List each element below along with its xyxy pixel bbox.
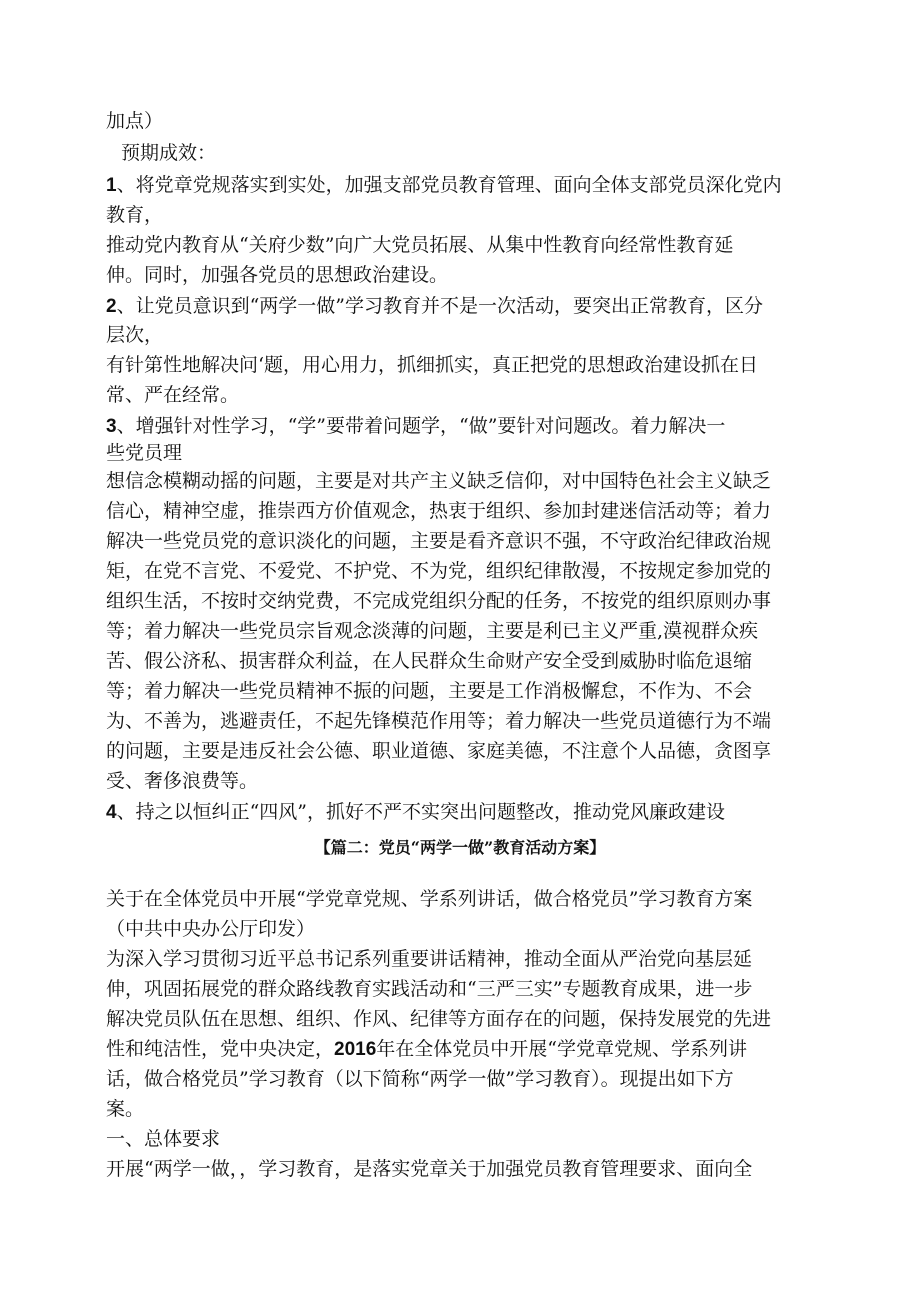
list-number: 4 bbox=[106, 802, 117, 823]
text-line: 教育， bbox=[106, 204, 164, 226]
text-run: 性和纯洁性，党中央决定， bbox=[106, 1038, 335, 1060]
text-line: 推动党内教育从“关府少数”向广大党员拓展、从集中性教育向经常性教育延 bbox=[106, 234, 734, 256]
text-line: （中共中央办公厅印发） bbox=[106, 918, 316, 940]
text-line: 苦、假公济私、损害群众利益，在人民群众生命财产安全受到威胁时临危退缩 bbox=[106, 650, 753, 672]
list-item-2 bbox=[106, 291, 763, 322]
list-number: 2 bbox=[106, 296, 117, 317]
text-line: 为、不善为，逃避责任，不起先锋模范作用等；着力解决一些党员道德行为不端 bbox=[106, 710, 772, 732]
text-line: 解决党员队伍在思想、组织、作风、纪律等方面存在的问题，保持发展党的先进 bbox=[106, 1008, 772, 1030]
text-run: 、将党章党规落实到实处，加强支部党员教育管理、面向全体支部党员深化党内 bbox=[116, 174, 782, 196]
list-number: 1 bbox=[106, 175, 117, 196]
text-line: 层次， bbox=[106, 324, 164, 346]
text-line: 有针第性地解决问‘题，用心用力，抓细抓实，真正把党的思想政治建设抓在日 bbox=[106, 354, 759, 376]
text-line: 想信念模糊动摇的问题，主要是对共产主义缺乏信仰，对中国特色社会主义缺乏 bbox=[106, 470, 772, 492]
text-line: 信心，精神空虚，推崇西方价值观念，热衷于组织、参加封建迷信活动等；着力 bbox=[106, 500, 772, 522]
text-line bbox=[106, 1034, 747, 1065]
list-number: 3 bbox=[106, 416, 117, 437]
text-line: 案。 bbox=[106, 1098, 145, 1120]
text-line: 关于在全体党员中开展“学党章党规、学系列讲话，做合格党员”学习教育方案 bbox=[106, 888, 753, 910]
text-line: 为深入学习贯彻习近平总书记系列重要讲话精神，推动全面从严治党向基层延 bbox=[106, 948, 753, 970]
text-line: 伸，巩固拓展党的群众路线教育实践活动和“三严三实”专题教育成果，进一步 bbox=[106, 978, 753, 1000]
text-line: 组织生活，不按时交纳党费，不完成党组织分配的任务，不按党的组织原则办事 bbox=[106, 590, 772, 612]
text-line: 加点） bbox=[106, 110, 164, 132]
text-run: 、增强针对性学习，“学”要带着问题学，“做”要针对问题改。着力解决一 bbox=[116, 415, 726, 437]
list-item-3 bbox=[106, 411, 725, 442]
text-run: 、让党员意识到“两学一做”学习教育并不是一次活动，要突出正常教育，区分 bbox=[116, 295, 764, 317]
text-line: 些党员理 bbox=[106, 442, 183, 464]
subsection-heading: 一、总体要求 bbox=[106, 1128, 221, 1150]
text-line: 等；着力解决一些党员精神不振的问题，主要是工作消极懈怠，不作为、不会 bbox=[106, 680, 753, 702]
text-line: 受、奢侈浪费等。 bbox=[106, 770, 259, 792]
text-line: 开展“两学一做，，学习教育，是落实党章关于加强党员教育管理要求、面向全 bbox=[106, 1158, 753, 1180]
text-line: 的问题，主要是违反社会公德、职业道德、家庭美德，不注意个人品德，贪图享 bbox=[106, 740, 772, 762]
text-line: 矩，在党不言党、不爱党、不护党、不为党，组织纪律散漫，不按规定参加党的 bbox=[106, 560, 772, 582]
list-item-1 bbox=[106, 170, 782, 201]
text-run: 、持之以恒纠正“四风”，抓好不严不实突出问题整改，推动党风廉政建设 bbox=[116, 801, 726, 823]
year-number: 2016 bbox=[334, 1039, 377, 1060]
text-line: 等；着力解决一些党员宗旨观念淡薄的问题，主要是利已主义严重,漠视群众疾 bbox=[106, 620, 759, 642]
text-run: 年在全体党员中开展“学党章党规、学系列讲 bbox=[376, 1038, 748, 1060]
section-heading: 【篇二：党员“两学一做”教育活动方案】 bbox=[314, 838, 606, 857]
text-line: 话，做合格党员”学习教育（以下简称“两学一做”学习教育）。现提出如下方 bbox=[106, 1068, 734, 1090]
text-line: 伸。同时，加强各党员的思想政治建设。 bbox=[106, 264, 449, 286]
list-item-4 bbox=[106, 797, 725, 828]
text-line: 预期成效： bbox=[121, 142, 217, 164]
text-line: 解决一些党员党的意识淡化的问题，主要是看齐意识不强，不守政治纪律政治规 bbox=[106, 530, 772, 552]
text-line: 常、严在经常。 bbox=[106, 384, 240, 406]
